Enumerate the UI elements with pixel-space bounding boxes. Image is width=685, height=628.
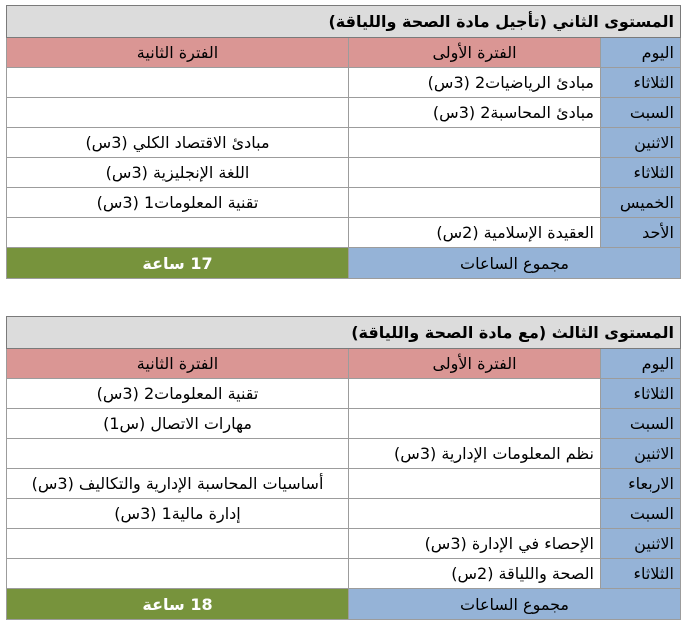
period-1-cell — [349, 499, 601, 529]
period-2-cell — [7, 68, 349, 98]
period-2-cell — [7, 529, 349, 559]
day-cell: الثلاثاء — [601, 379, 681, 409]
table-row — [7, 499, 681, 529]
period-2-cell — [7, 559, 349, 589]
total-hours-label: مجموع الساعات — [349, 248, 681, 279]
period-1-cell — [349, 188, 601, 218]
day-cell: الثلاثاء — [601, 158, 681, 188]
header-day: اليوم — [601, 38, 681, 68]
total-row — [7, 589, 681, 620]
table-row — [7, 188, 681, 218]
period-2-cell — [7, 439, 349, 469]
day-cell: الاثنين — [601, 529, 681, 559]
header-period-1: الفترة الأولى — [349, 349, 601, 379]
table-row — [7, 529, 681, 559]
day-cell: الاثنين — [601, 128, 681, 158]
period-1-cell — [349, 379, 601, 409]
table-title: المستوى الثالث (مع مادة الصحة واللياقة) — [7, 317, 681, 349]
day-cell: السبت — [601, 98, 681, 128]
table-row — [7, 98, 681, 128]
period-2-cell: إدارة مالية1 (3س) — [7, 499, 349, 529]
header-period-2: الفترة الثانية — [7, 38, 349, 68]
table-row — [7, 469, 681, 499]
day-cell: الاثنين — [601, 439, 681, 469]
table-row — [7, 379, 681, 409]
table-row — [7, 559, 681, 589]
period-1-cell — [349, 158, 601, 188]
table-title-row — [7, 6, 681, 38]
period-1-cell: مبادئ الرياضيات2 (3س) — [349, 68, 601, 98]
table-header-row — [7, 349, 681, 379]
day-cell: السبت — [601, 409, 681, 439]
day-cell: الثلاثاء — [601, 68, 681, 98]
day-cell: الأحد — [601, 218, 681, 248]
table-row — [7, 218, 681, 248]
period-1-cell: الصحة واللياقة (2س) — [349, 559, 601, 589]
schedule-table-level-3 — [6, 316, 681, 620]
day-cell: الثلاثاء — [601, 559, 681, 589]
period-2-cell — [7, 98, 349, 128]
header-period-2: الفترة الثانية — [7, 349, 349, 379]
period-1-cell: الإحصاء في الإدارة (3س) — [349, 529, 601, 559]
table-title-row — [7, 317, 681, 349]
period-2-cell: تقنية المعلومات1 (3س) — [7, 188, 349, 218]
table-header-row — [7, 38, 681, 68]
table-row — [7, 128, 681, 158]
period-1-cell: العقيدة الإسلامية (2س) — [349, 218, 601, 248]
table-row — [7, 439, 681, 469]
schedule-table-level-2 — [6, 5, 681, 279]
period-1-cell — [349, 128, 601, 158]
header-day: اليوم — [601, 349, 681, 379]
period-2-cell: تقنية المعلومات2 (3س) — [7, 379, 349, 409]
period-2-cell — [7, 218, 349, 248]
period-2-cell: مبادئ الاقتصاد الكلي (3س) — [7, 128, 349, 158]
total-hours-value: 17 ساعة — [7, 248, 349, 279]
table-title: المستوى الثاني (تأجيل مادة الصحة واللياقة) — [7, 6, 681, 38]
period-1-cell — [349, 409, 601, 439]
total-hours-label: مجموع الساعات — [349, 589, 681, 620]
total-hours-value: 18 ساعة — [7, 589, 349, 620]
header-period-1: الفترة الأولى — [349, 38, 601, 68]
day-cell: الاربعاء — [601, 469, 681, 499]
table-row — [7, 158, 681, 188]
day-cell: السبت — [601, 499, 681, 529]
period-2-cell: اللغة الإنجليزية (3س) — [7, 158, 349, 188]
period-2-cell: مهارات الاتصال (س1) — [7, 409, 349, 439]
table-row — [7, 68, 681, 98]
table-row — [7, 409, 681, 439]
total-row — [7, 248, 681, 279]
period-1-cell: مبادئ المحاسبة2 (3س) — [349, 98, 601, 128]
period-1-cell — [349, 469, 601, 499]
day-cell: الخميس — [601, 188, 681, 218]
period-2-cell: أساسيات المحاسبة الإدارية والتكاليف (3س) — [7, 469, 349, 499]
period-1-cell: نظم المعلومات الإدارية (3س) — [349, 439, 601, 469]
